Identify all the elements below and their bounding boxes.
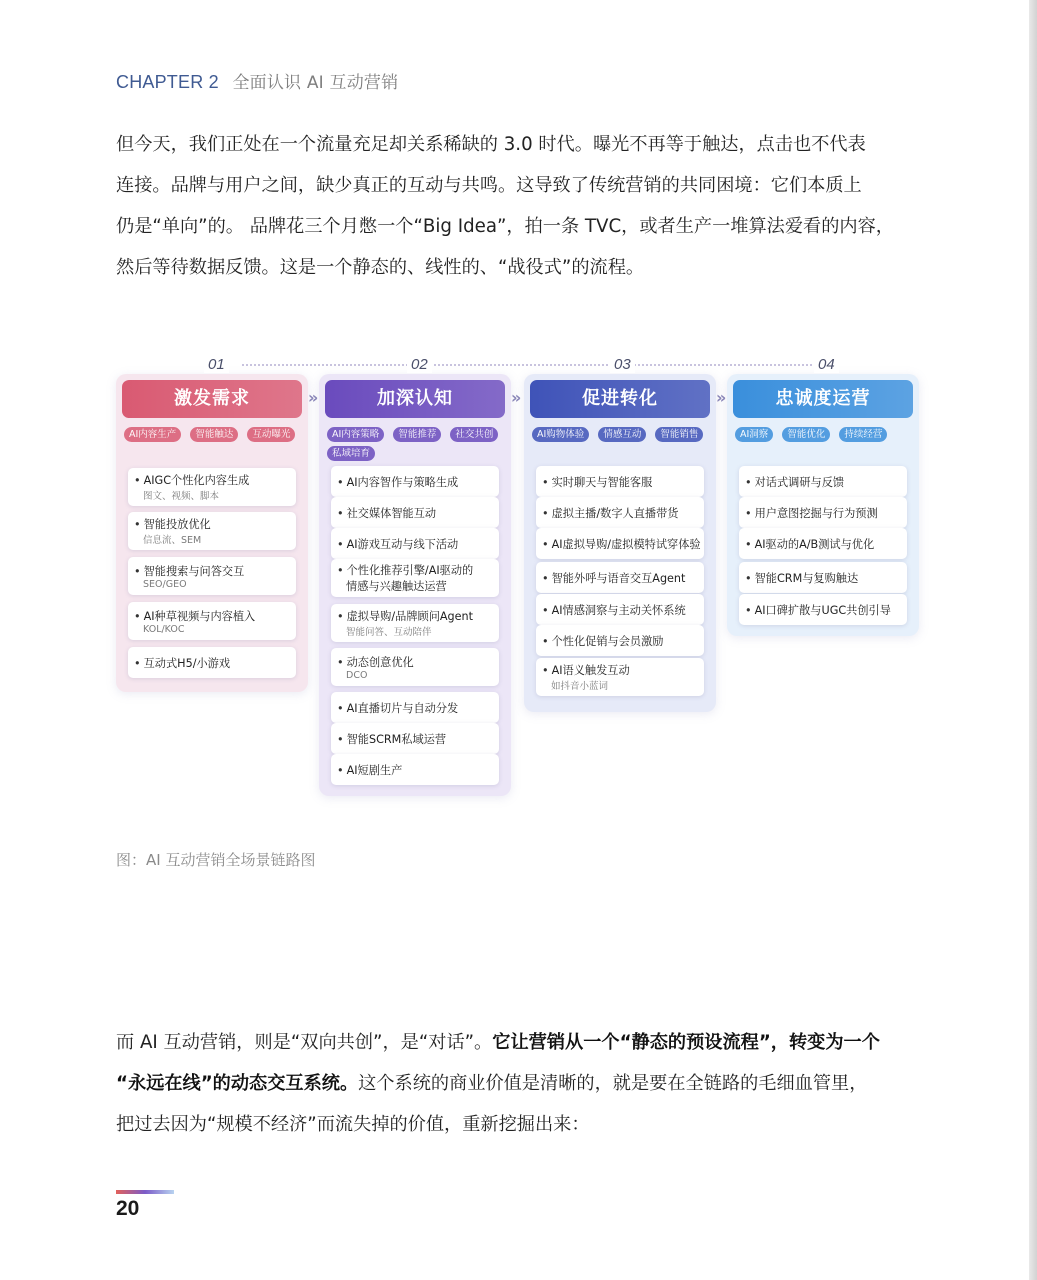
text-bold: “永远在线”的动态交互系统。 <box>116 1073 359 1094</box>
item-title: • 智能搜索与问答交互 <box>134 563 290 579</box>
item-title: • 个性化促销与会员激励 <box>542 633 698 649</box>
figure-caption: 图：AI 互动营销全场景链路图 <box>116 851 316 869</box>
item-subtitle: 智能问答、互动陪伴 <box>346 627 432 638</box>
item-title: • 社交媒体智能互动 <box>337 505 493 521</box>
item-title: • 互动式H5/小游戏 <box>134 655 290 671</box>
stage-item-card <box>331 559 499 597</box>
item-subtitle: 如抖音小蓝词 <box>551 681 609 692</box>
paragraph-line <box>116 1063 922 1104</box>
item-title: • 智能投放优化 <box>134 516 290 532</box>
page-number: 20 <box>116 1197 140 1220</box>
item-subtitle: KOL/KOC <box>143 623 185 635</box>
item-title: • AI情感洞察与主动关怀系统 <box>542 602 698 618</box>
stage-item-card <box>331 466 499 497</box>
item-subtitle: 图文、视频、脚本 <box>143 491 220 502</box>
stage-item-card <box>739 497 907 528</box>
item-title: • 智能SCRM私域运营 <box>337 731 493 747</box>
stage-tag: 智能销售 <box>655 427 703 442</box>
stage-item-card <box>536 497 704 528</box>
item-title: • AIGC个性化内容生成 <box>134 472 290 488</box>
stage-tag: 持续经营 <box>839 427 887 442</box>
stage-item-card <box>331 497 499 528</box>
stage-item-card <box>128 602 296 640</box>
stage-title: 加深认知 <box>325 380 505 418</box>
item-subtitle: SEO/GEO <box>143 578 187 590</box>
footer-accent-bar <box>116 1190 174 1194</box>
stage-number: 02 <box>407 356 432 373</box>
paragraph-line: 仍是“单向”的。 品牌花三个月憋一个“Big Idea”，拍一条 TVC，或者生产一堆算法爱看的内容， <box>116 216 894 237</box>
stage-item-card <box>536 594 704 625</box>
item-subtitle: DCO <box>346 669 368 681</box>
stage-item-card <box>331 692 499 723</box>
stage-item-card <box>536 658 704 696</box>
item-title: • 虚拟主播/数字人直播带货 <box>542 505 698 521</box>
stage-tags <box>532 427 712 442</box>
stage-item-card <box>331 754 499 785</box>
item-title: • AI直播切片与自动分发 <box>337 700 493 716</box>
stage-title: 忠诚度运营 <box>733 380 913 418</box>
chapter-title: 全面认识 AI 互动营销 <box>232 73 399 93</box>
item-title: • AI驱动的A/B测试与优化 <box>745 536 901 552</box>
item-title: • AI内容智作与策略生成 <box>337 474 493 490</box>
stage-tag: 智能优化 <box>782 427 830 442</box>
stage-item-card <box>331 648 499 686</box>
paragraph-line <box>116 1022 922 1063</box>
stage-item-card <box>331 528 499 559</box>
item-title: • AI语义触发互动 <box>542 662 698 678</box>
item-title: • 个性化推荐引擎/AI驱动的 <box>337 562 493 578</box>
stage-item-card <box>128 468 296 506</box>
item-subtitle: 信息流、SEM <box>143 535 202 546</box>
item-title: • AI种草视频与内容植入 <box>134 608 290 624</box>
stage-number: 04 <box>814 356 839 373</box>
item-title: • AI虚拟导购/虚拟模特试穿体验 <box>542 536 698 552</box>
item-title: • AI游戏互动与线下活动 <box>337 536 493 552</box>
intro-paragraph <box>116 124 922 288</box>
stage-tag: 情感互动 <box>598 427 646 442</box>
stage-tag: AI购物体验 <box>532 427 589 442</box>
paragraph-line: 然后等待数据反馈。这是一个静态的、线性的、“战役式”的流程。 <box>116 257 645 278</box>
stage-item-card <box>536 625 704 656</box>
chevron-right-icon: » <box>511 388 522 407</box>
stage-tags <box>735 427 915 442</box>
paragraph-line: 把过去因为“规模不经济”而流失掉的价值，重新挖掘出来： <box>116 1114 590 1135</box>
stage-tags <box>124 427 304 442</box>
stage-item-card <box>536 562 704 593</box>
item-title: • 实时聊天与智能客服 <box>542 474 698 490</box>
stage-item-card <box>331 723 499 754</box>
paragraph-line: 连接。品牌与用户之间，缺少真正的互动与共鸣。这导致了传统营销的共同困境：它们本质上 <box>116 175 862 196</box>
stage-item-card <box>739 466 907 497</box>
stage-connector-line <box>242 364 812 366</box>
text-normal: 这个系统的商业价值是清晰的，就是要在全链路的毛细血管里， <box>358 1073 868 1094</box>
stage-item-card <box>536 466 704 497</box>
item-title: • AI短剧生产 <box>337 762 493 778</box>
stage-number: 01 <box>204 356 229 373</box>
stage-item-card <box>536 528 704 559</box>
stage-tag: AI内容生产 <box>124 427 181 442</box>
stage-item-card <box>739 562 907 593</box>
page-edge <box>1029 0 1037 1280</box>
stage-tag: 互动曝光 <box>247 427 295 442</box>
item-title: • 智能外呼与语音交互Agent <box>542 570 698 586</box>
stage-title: 促进转化 <box>530 380 710 418</box>
stage-item-card <box>128 647 296 678</box>
item-title: • 对话式调研与反馈 <box>745 474 901 490</box>
chevron-right-icon: » <box>716 388 727 407</box>
item-title: • 虚拟导购/品牌顾问Agent <box>337 608 493 624</box>
item-title-continued: 情感与兴趣触达运营 <box>346 580 447 593</box>
stage-item-card <box>739 594 907 625</box>
paragraph-line: 但今天，我们正处在一个流量充足却关系稀缺的 3.0 时代。曝光不再等于触达，点击也不代表 <box>116 134 866 155</box>
stage-item-card <box>128 512 296 550</box>
item-title: • 智能CRM与复购触达 <box>745 570 901 586</box>
stage-number: 03 <box>610 356 635 373</box>
item-title: • AI口碑扩散与UGC共创引导 <box>745 602 901 618</box>
stage-tag: 智能推荐 <box>393 427 441 442</box>
item-title: • 用户意图挖掘与行为预测 <box>745 505 901 521</box>
chapter-label: CHAPTER 2 <box>116 72 219 92</box>
stage-tag: 智能触达 <box>190 427 238 442</box>
stage-tag: 社交共创 <box>450 427 498 442</box>
stage-tag: 私域培育 <box>327 446 375 461</box>
conclusion-paragraph <box>116 1022 922 1145</box>
chevron-right-icon: » <box>308 388 319 407</box>
stage-item-card <box>128 557 296 595</box>
stage-tags <box>327 427 507 461</box>
stage-item-card <box>331 604 499 642</box>
stage-tag: AI洞察 <box>735 427 773 442</box>
item-title: • 动态创意优化 <box>337 654 493 670</box>
marketing-flow-diagram <box>110 352 925 802</box>
text-bold: 它让营销从一个“静态的预设流程”，转变为一个 <box>492 1032 880 1053</box>
stage-item-card <box>739 528 907 559</box>
stage-title: 激发需求 <box>122 380 302 418</box>
text-normal: 而 AI 互动营销，则是“双向共创”，是“对话”。 <box>116 1032 493 1053</box>
stage-tag: AI内容策略 <box>327 427 384 442</box>
chapter-header <box>116 68 398 93</box>
